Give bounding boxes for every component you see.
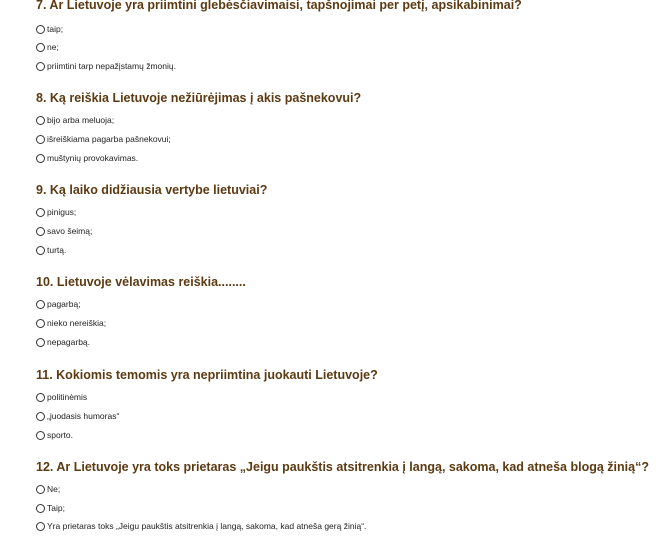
radio-button[interactable] [36, 246, 45, 255]
option-q12-ne[interactable] [36, 482, 60, 496]
radio-button[interactable] [36, 43, 45, 52]
option-q11-juodasis-humoras[interactable] [36, 409, 119, 423]
question-title: 12. Ar Lietuvoje yra toks prietaras „Jeigu paukštis atsitrenkia į langą, sakoma, kad atneša blogą žinią“? [36, 460, 649, 474]
question-10 [36, 275, 656, 347]
radio-button[interactable] [36, 504, 45, 513]
question-title: 11. Kokiomis temomis yra nepriimtina juokauti Lietuvoje? [36, 368, 378, 382]
option-label: nieko nereiškia; [47, 318, 107, 328]
option-q9-seima[interactable] [36, 224, 92, 238]
radio-button[interactable] [36, 208, 45, 217]
radio-button[interactable] [36, 522, 45, 531]
radio-button[interactable] [36, 62, 45, 71]
option-label: savo šeimą; [47, 226, 93, 236]
option-label: bijo arba meluoja; [47, 115, 115, 125]
option-label: politinėmis [47, 392, 88, 402]
radio-button[interactable] [36, 431, 45, 440]
radio-button[interactable] [36, 227, 45, 236]
option-label: muštynių provokavimas. [47, 153, 139, 163]
option-label: išreiškiama pagarba pašnekovui; [47, 134, 171, 144]
option-label: pagarbą; [47, 299, 81, 309]
option-label: sporto. [47, 430, 73, 440]
option-label: Taip; [47, 503, 65, 513]
option-q9-pinigus[interactable] [36, 205, 76, 219]
option-q10-nepagarba[interactable] [36, 335, 90, 349]
radio-button[interactable] [36, 116, 45, 125]
radio-button[interactable] [36, 393, 45, 402]
option-q10-pagarba[interactable] [36, 297, 81, 311]
radio-button[interactable] [36, 338, 45, 347]
option-q12-gera-zinia[interactable] [36, 519, 366, 533]
radio-button[interactable] [36, 485, 45, 494]
option-label: priimtini tarp nepažįstamų žmonių. [47, 61, 176, 71]
option-q11-sporto[interactable] [36, 428, 73, 442]
option-q11-politinemis[interactable] [36, 390, 87, 404]
option-label: Ne; [47, 484, 61, 494]
question-7 [36, 0, 656, 71]
option-label: Yra prietaras toks „Jeigu paukštis atsitrenkia į langą, sakoma, kad atneša gerą žinią“. [47, 521, 367, 531]
question-12 [36, 460, 656, 531]
question-8 [36, 91, 656, 163]
option-label: „juodasis humoras“ [47, 411, 120, 421]
option-q10-nieko[interactable] [36, 316, 106, 330]
option-label: taip; [47, 24, 64, 34]
radio-button[interactable] [36, 300, 45, 309]
option-label: nepagarbą. [47, 337, 91, 347]
option-q12-taip[interactable] [36, 501, 65, 515]
option-label: ne; [47, 42, 59, 52]
option-q7-taip[interactable] [36, 22, 63, 36]
option-q7-ne[interactable] [36, 40, 59, 54]
question-title: 7. Ar Lietuvoje yra priimtini glebėsčiavimaisi, tapšnojimai per petį, apsikabinimai? [36, 0, 522, 12]
radio-button[interactable] [36, 412, 45, 421]
option-q8-pagarba[interactable] [36, 132, 171, 146]
radio-button[interactable] [36, 154, 45, 163]
question-title: 10. Lietuvoje vėlavimas reiškia........ [36, 275, 246, 289]
question-title: 8. Ką reiškia Lietuvoje nežiūrėjimas į akis pašnekovui? [36, 91, 362, 105]
option-q8-provokavimas[interactable] [36, 151, 138, 165]
option-q8-bijo[interactable] [36, 113, 114, 127]
question-11 [36, 368, 656, 440]
radio-button[interactable] [36, 25, 45, 34]
question-9 [36, 183, 656, 255]
option-label: turtą. [47, 245, 67, 255]
option-q7-nepazistamu[interactable] [36, 59, 176, 73]
question-title: 9. Ką laiko didžiausia vertybe lietuviai? [36, 183, 268, 197]
option-label: pinigus; [47, 207, 77, 217]
option-q9-turta[interactable] [36, 243, 66, 257]
radio-button[interactable] [36, 319, 45, 328]
radio-button[interactable] [36, 135, 45, 144]
